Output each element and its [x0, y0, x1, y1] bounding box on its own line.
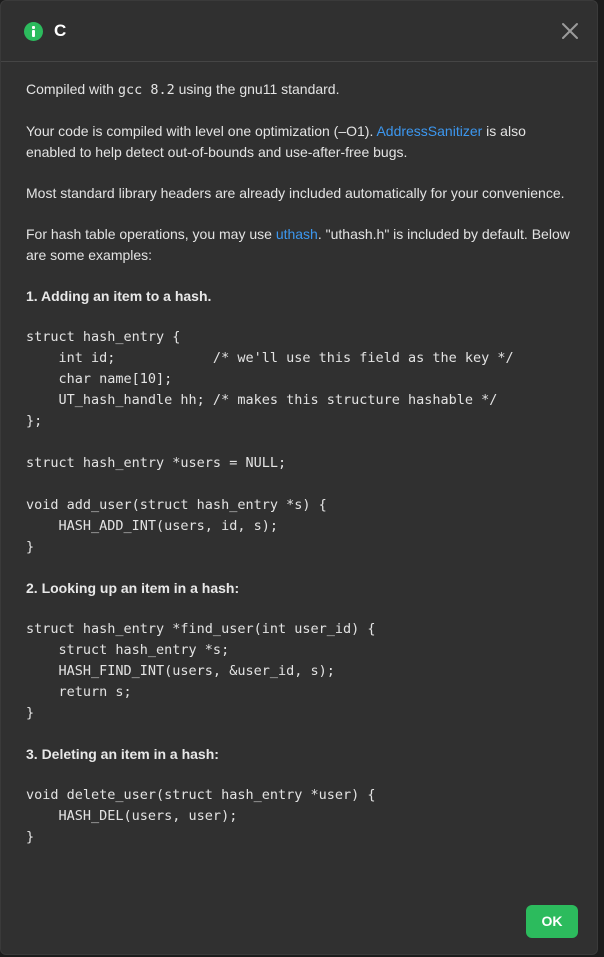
example-heading: 1. Adding an item to a hash.	[26, 288, 212, 304]
compiler-version: gcc 8.2	[117, 82, 175, 98]
uthash-info-text: For hash table operations, you may use uthash. "uthash.h" is included by default. Below are some examples:	[26, 226, 570, 263]
code-block: struct hash_entry *find_user(int user_id) { struct hash_entry *s; HASH_FIND_INT(users, &user_id, s); return s; }	[26, 621, 376, 721]
ok-button[interactable]: OK	[526, 905, 578, 938]
uthash-link[interactable]: uthash	[275, 226, 318, 242]
optimization-info-text: Your code is compiled with level one optimization (–O1). AddressSanitizer is also enabled to help detect out-of-bounds and use-after-free bugs.	[26, 123, 526, 160]
dialog-title: C	[54, 21, 67, 40]
example-delete	[26, 744, 576, 848]
code-block: struct hash_entry { int id; /* we'll use this field as the key */ char name[10]; UT_hash_handle hh; /* makes this structure hashable */ }; struct hash_entry *users = NULL; void add_user(struct hash_entry *s) { HASH_ADD_INT(users, id, s); }	[26, 329, 514, 555]
close-button[interactable]	[557, 18, 583, 44]
close-icon	[557, 18, 583, 44]
example-add	[26, 286, 576, 558]
example-find	[26, 578, 576, 724]
addresssanitizer-link[interactable]: AddressSanitizer	[376, 123, 483, 139]
dialog-header	[1, 1, 597, 62]
dialog-body	[26, 79, 576, 848]
headers-info-text: Most standard library headers are already included automatically for your convenience.	[26, 185, 565, 201]
example-heading: 3. Deleting an item in a hash:	[26, 746, 219, 762]
compiler-info-text: Compiled with gcc 8.2 using the gnu11 standard.	[26, 81, 340, 98]
background-page-edge	[598, 0, 604, 957]
code-block: void delete_user(struct hash_entry *user) { HASH_DEL(users, user); }	[26, 787, 376, 845]
example-heading: 2. Looking up an item in a hash:	[26, 580, 240, 596]
info-icon	[24, 22, 43, 41]
